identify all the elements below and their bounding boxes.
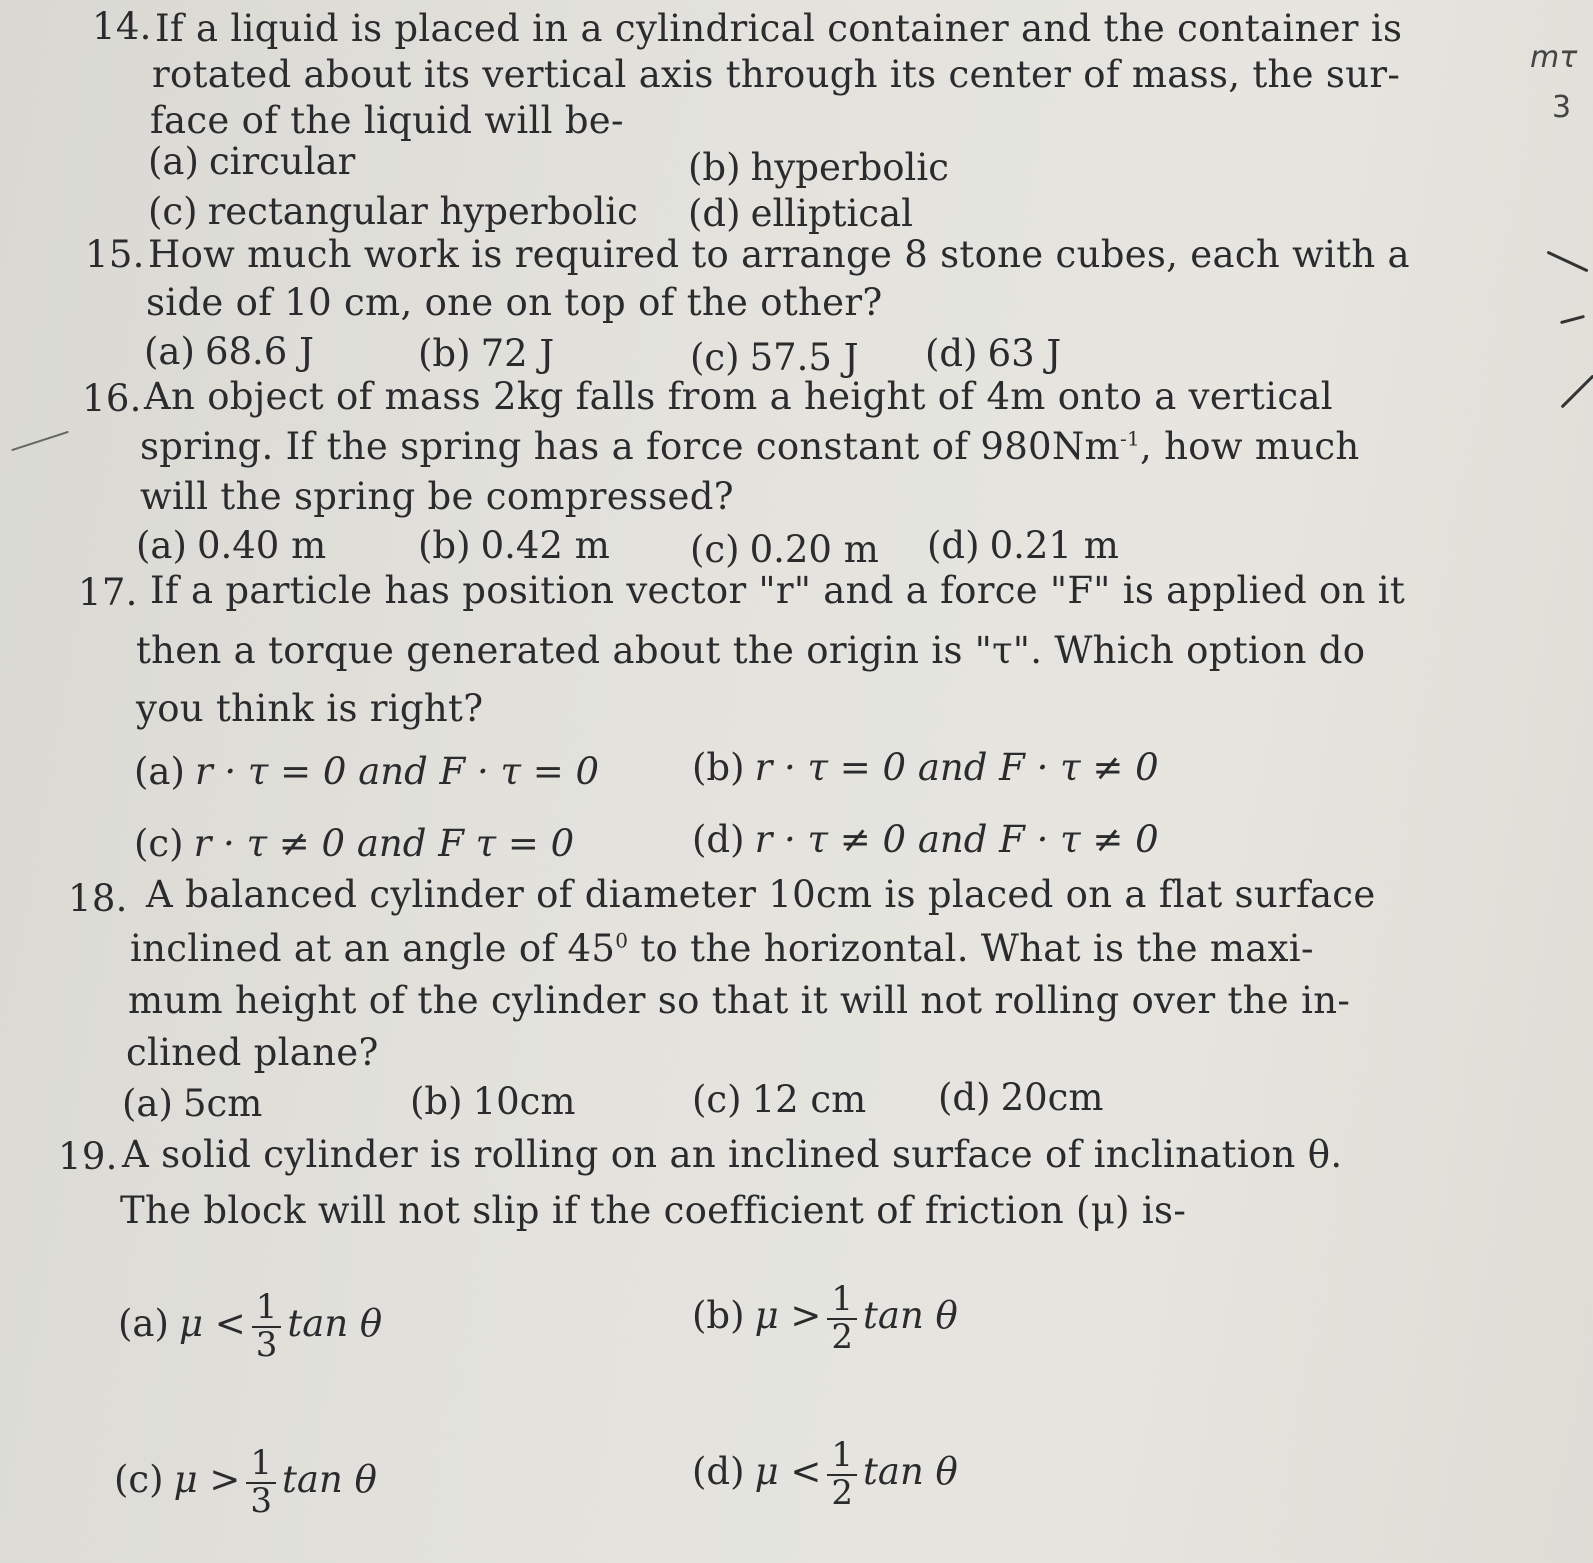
option-a: (a) μ < $\frac{1}{3}$ tan θ <box>118 1287 383 1365</box>
question-number: 15. <box>85 233 145 276</box>
question-text-line: clined plane? <box>126 1031 379 1074</box>
margin-note-second: 3 <box>1552 90 1572 125</box>
option-d: (d) elliptical <box>688 192 913 235</box>
question-text-line: then a torque generated about the origin is "τ". Which option do <box>136 629 1366 672</box>
option-d: (d) 20cm <box>938 1076 1104 1119</box>
question-number: 18. <box>68 877 128 920</box>
option-c: (c) μ > $\frac{1}{3}$ tan θ <box>114 1443 377 1521</box>
question-number: 19. <box>58 1135 118 1178</box>
option-d: (d) 63 J <box>925 332 1062 375</box>
margin-mark <box>1561 375 1593 409</box>
margin-mark <box>1560 315 1585 324</box>
option-b: (b) 0.42 m <box>418 524 610 567</box>
option-b: (b) hyperbolic <box>688 146 949 189</box>
option-d: (d) r · τ ≠ 0 and F · τ ≠ 0 <box>692 818 1159 861</box>
question-number: 17. <box>78 571 138 614</box>
option-a: (a) 0.40 m <box>136 524 327 567</box>
question-text-line: rotated about its vertical axis through its center of mass, the sur- <box>152 53 1401 96</box>
margin-mark <box>1546 251 1588 273</box>
question-text-line: spring. If the spring has a force constant of $980Nm^{-1}$, how much <box>140 425 1360 468</box>
question-text-line: side of 10 cm, one on top of the other? <box>146 281 883 324</box>
question-text-line: inclined at an angle of $45^0$ to the horizontal. What is the maxi- <box>130 927 1314 970</box>
option-a: (a) 5cm <box>122 1082 263 1125</box>
question-number: 16. <box>82 377 142 420</box>
option-c: (c) rectangular hyperbolic <box>148 190 638 233</box>
question-text-line: If a liquid is placed in a cylindrical container and the container is <box>155 7 1403 50</box>
option-c: (c) 0.20 m <box>690 528 879 571</box>
question-text-line: will the spring be compressed? <box>140 475 734 518</box>
option-a: (a) 68.6 J <box>144 330 314 373</box>
margin-note-top: mτ <box>1530 40 1578 75</box>
option-d: (d) μ < $\frac{1}{2}$ tan θ <box>692 1435 958 1513</box>
question-text-line: A solid cylinder is rolling on an inclined surface of inclination θ. <box>122 1133 1343 1176</box>
option-c: (c) 57.5 J <box>690 336 859 379</box>
option-c: (c) 12 cm <box>692 1078 867 1121</box>
question-text-line: An object of mass 2kg falls from a height of 4m onto a vertical <box>144 375 1333 418</box>
option-a: (a) r · τ = 0 and F · τ = 0 <box>134 750 600 793</box>
option-d: (d) 0.21 m <box>927 524 1119 567</box>
question-text-line: How much work is required to arrange 8 stone cubes, each with a <box>148 233 1410 276</box>
question-text-line: you think is right? <box>136 687 484 730</box>
question-text-line: If a particle has position vector "r" and a force "F" is applied on it <box>150 569 1406 612</box>
option-b: (b) μ > $\frac{1}{2}$ tan θ <box>692 1279 958 1357</box>
question-text-line: face of the liquid will be- <box>150 99 624 142</box>
question-text-line: The block will not slip if the coefficient of friction (μ) is- <box>120 1189 1187 1232</box>
option-b: (b) 10cm <box>410 1080 576 1123</box>
option-b: (b) r · τ = 0 and F · τ ≠ 0 <box>692 746 1159 789</box>
question-number: 14. <box>92 5 152 48</box>
option-b: (b) 72 J <box>418 332 555 375</box>
question-text-line: A balanced cylinder of diameter 10cm is placed on a flat surface <box>146 873 1376 916</box>
question-text-line: mum height of the cylinder so that it will not rolling over the in- <box>128 979 1351 1022</box>
option-c: (c) r · τ ≠ 0 and F τ = 0 <box>134 822 575 865</box>
option-a: (a) circular <box>148 140 356 183</box>
margin-mark <box>11 431 69 451</box>
